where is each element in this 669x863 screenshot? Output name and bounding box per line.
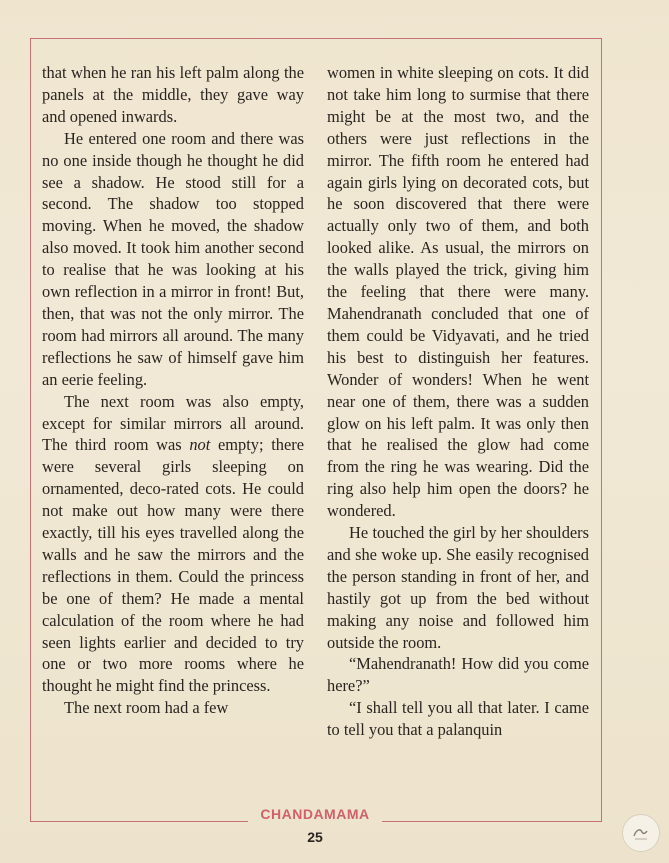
frame-right-border [601, 38, 602, 822]
left-paragraph-3-end: empty; there were several girls sleeping on ornamented, deco-rated cots. He could not make out how many were there exactly, till his eyes travelled along the walls and he saw the mirrors and the reflections in them. Could the princess be one of them? He made a mental calculation of the room where he had seen lights earlier and decided to try one or two more rooms where he thought he might find the princess. [42, 435, 305, 696]
left-paragraph-3 [42, 391, 304, 698]
footer-rule-left [30, 821, 248, 822]
library-stamp-icon [622, 814, 660, 852]
frame-left-border [30, 38, 31, 822]
stamp-glyph-icon [628, 820, 654, 846]
left-paragraph-1: that when he ran his left palm along the panels at the middle, they gave way and opened inwards. [42, 63, 304, 126]
right-paragraph-2: He touched the girl by her shoulders and she woke up. She easily recognised the person standing in front of her, and hastily got up from the bed without making any noise and followed him outside the room. [327, 523, 589, 652]
right-paragraph-3: “Mahendranath! How did you come here?” [327, 654, 589, 696]
left-paragraph-4: The next room had a few [64, 698, 229, 718]
emphasis-not: not [189, 435, 211, 455]
left-text-column [42, 62, 304, 719]
page-number: 25 [307, 829, 323, 845]
magazine-title: CHANDAMAMA [260, 806, 370, 822]
right-text-column [327, 62, 589, 741]
right-paragraph-1: women in white sleeping on cots. It did not take him long to surmise that there might be at the most two, and the others were just reflections in the mirror. The fifth room he entered had again girls lying on decorated cots, but he soon discovered that there were actually only two of them, and both looked alike. As usual, the mirrors on the walls played the trick, giving him the feeling that there were many. Mahendranath concluded that one of them could be Vidyavati, and he tried his best to distinguish her features. Wonder of wonders! When he went near one of them, there was a sudden glow on his left palm. It was only then that he realised the glow had come from the ring he was wearing. Did the ring also help him open the doors? he wondered. [327, 63, 589, 521]
footer-rule-right [382, 821, 602, 822]
frame-top-border [30, 38, 602, 39]
left-paragraph-2: He entered one room and there was no one inside though he thought he did see a shadow. He stood still for a second. The shadow too stopped moving. When he moved, the shadow also moved. It took him another second to realise that he was looking at his own reflection in a mirror in front! But, then, that was not the only mirror. The room had mirrors all around. The many reflections he saw of himself gave him an eerie feeling. [42, 128, 304, 389]
right-paragraph-4: “I shall tell you all that later. I came to tell you that a palanquin [327, 698, 589, 740]
left-paragraph-3-start: The next room was also empty, except for similar mirrors all around. The third room was [42, 391, 304, 455]
